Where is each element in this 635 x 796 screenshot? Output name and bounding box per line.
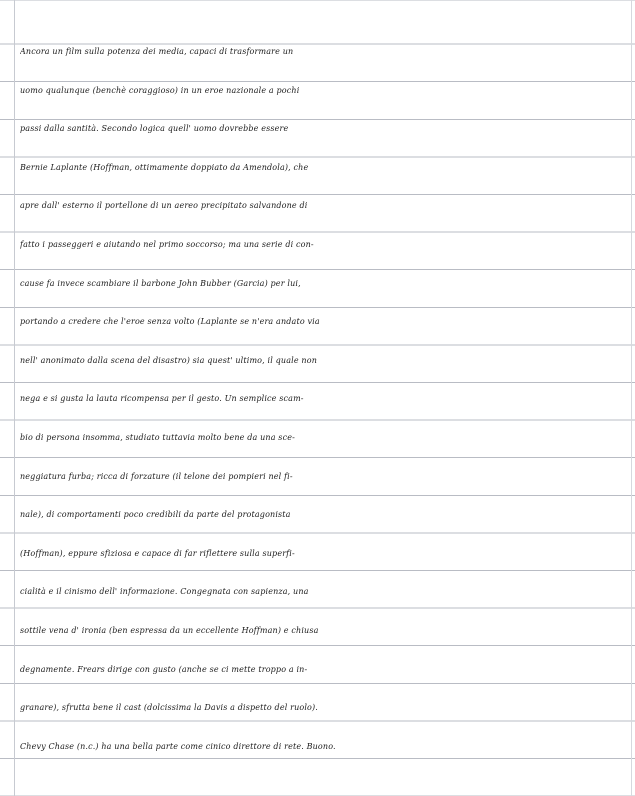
text-line-17: degnamente. Frears dirige con gusto (anche se ci mette troppo a in- [20, 664, 308, 674]
text-line-1: Ancora un film sulla potenza dei media, capaci di trasformare un [20, 47, 294, 56]
text-line-6: fatto i passeggeri e aiutando nel primo soccorso; ma una serie di con- [20, 239, 314, 249]
text-line-18: granare), sfrutta bene il cast (dolcissima la Davis a dispetto del ruolo). [20, 703, 318, 713]
handwritten-text-block [20, 33, 630, 766]
right-edge-rule [631, 0, 632, 796]
text-line-15: cialità e il cinismo dell' informazione. Congegnata con sapienza, una [20, 587, 309, 597]
text-line-13: nale), di comportamenti poco credibili da parte del protagonista [20, 510, 291, 520]
text-line-19: Chevy Chase (n.c.) ha una bella parte come cinico direttore di rete. Buono. [20, 741, 336, 751]
text-line-14: (Hoffman), eppure sfiziosa e capace di far riflettere sulla superfi- [20, 548, 295, 558]
text-line-9: nell' anonimato dalla scena del disastro) sia quest' ultimo, il quale non [20, 355, 317, 365]
text-line-7: cause fa invece scambiare il barbone John Bubber (Garcia) per lui, [20, 278, 301, 288]
text-line-12: neggiatura furba; ricca di forzature (il telone dei pompieri nel fi- [20, 471, 293, 481]
text-line-16: sottile vena d' ironia (ben espressa da un eccellente Hoffman) e chiusa [20, 625, 319, 635]
text-line-10: nega e si gusta la lauta ricompensa per il gesto. Un semplice scam- [20, 394, 304, 404]
text-line-2: uomo qualunque (benchè coraggioso) in un eroe nazionale a pochi [20, 85, 300, 95]
text-line-5: apre dall' esterno il portellone di un aereo precipitato salvandone di [20, 201, 308, 211]
text-line-3: passi dalla santità. Secondo logica quell' uomo dovrebbe essere [20, 124, 289, 134]
text-line-4: Bernie Laplante (Hoffman, ottimamente doppiato da Amendola), che [20, 162, 309, 172]
margin-rule [14, 0, 15, 796]
text-line-11: bio di persona insomma, studiato tuttavia molto bene da una sce- [20, 432, 295, 442]
text-line-8: portando a credere che l'eroe senza volto (Laplante se n'era andato via [20, 317, 320, 327]
